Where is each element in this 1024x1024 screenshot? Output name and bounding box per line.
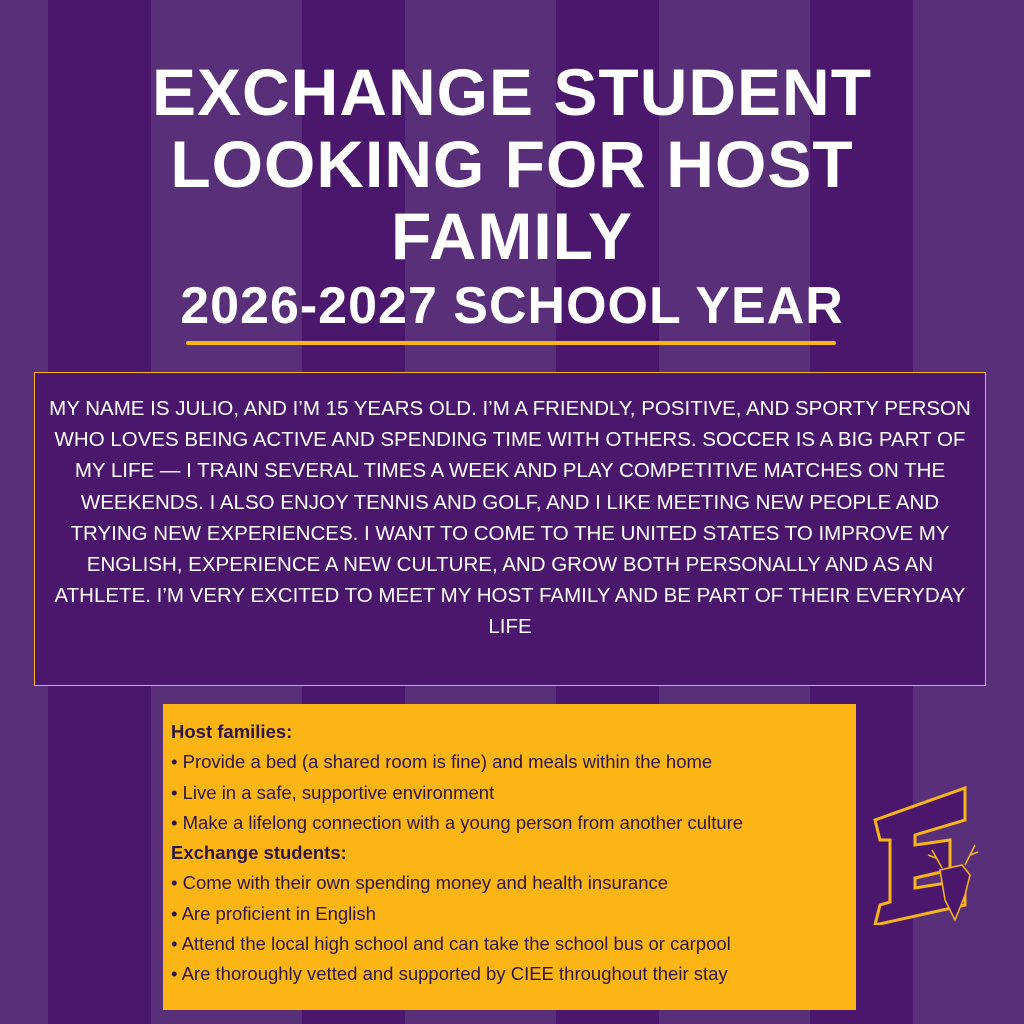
headline-line: EXCHANGE STUDENT xyxy=(151,55,873,129)
list-item: • Are thoroughly vetted and supported by CIEE throughout their stay xyxy=(171,963,728,985)
requirements-box xyxy=(163,704,856,1010)
list-item: • Provide a bed (a shared room is fine) and meals within the home xyxy=(171,751,713,773)
school-e-deer-logo xyxy=(870,780,980,925)
gold-divider xyxy=(186,341,836,345)
headline-line: LOOKING FOR HOST xyxy=(170,127,854,201)
student-bio: MY NAME IS JULIO, AND I’M 15 YEARS OLD. I’M A FRIENDLY, POSITIVE, AND SPORTY PERSON WHO LOVES BEING ACTIVE AND SPENDING TIME WITH OTHERS. SOCCER IS A BIG PART OF MY LIFE — I TRAIN SEVERAL TIMES A WEEK AND PLAY COMPETITIVE MATCHES ON THE WEEKENDS. I ALSO ENJOY TENNIS AND GOLF, AND I LIKE MEETING NEW PEOPLE AND TRYING NEW EXPERIENCES. I WANT TO COME TO THE UNITED STATES TO IMPROVE MY ENGLISH, EXPERIENCE A NEW CULTURE, AND GROW BOTH PERSONALLY AND AS AN ATHLETE. I’M VERY EXCITED TO MEET MY HOST FAMILY AND BE PART OF THEIR EVERYDAY LIFE xyxy=(34,372,986,686)
host-families-heading: Host families: xyxy=(171,721,293,742)
list-item: • Come with their own spending money and health insurance xyxy=(171,872,669,894)
headline-line: FAMILY xyxy=(391,199,633,273)
school-year-subtitle: 2026-2027 SCHOOL YEAR xyxy=(180,277,844,335)
exchange-students-heading: Exchange students: xyxy=(171,842,347,864)
headline xyxy=(0,56,1024,272)
list-item: • Attend the local high school and can take the school bus or carpool xyxy=(171,933,731,955)
list-item: • Are proficient in English xyxy=(171,902,376,924)
list-item: • Live in a safe, supportive environment xyxy=(171,781,495,803)
list-item: • Make a lifelong connection with a young person from another culture xyxy=(171,811,744,833)
